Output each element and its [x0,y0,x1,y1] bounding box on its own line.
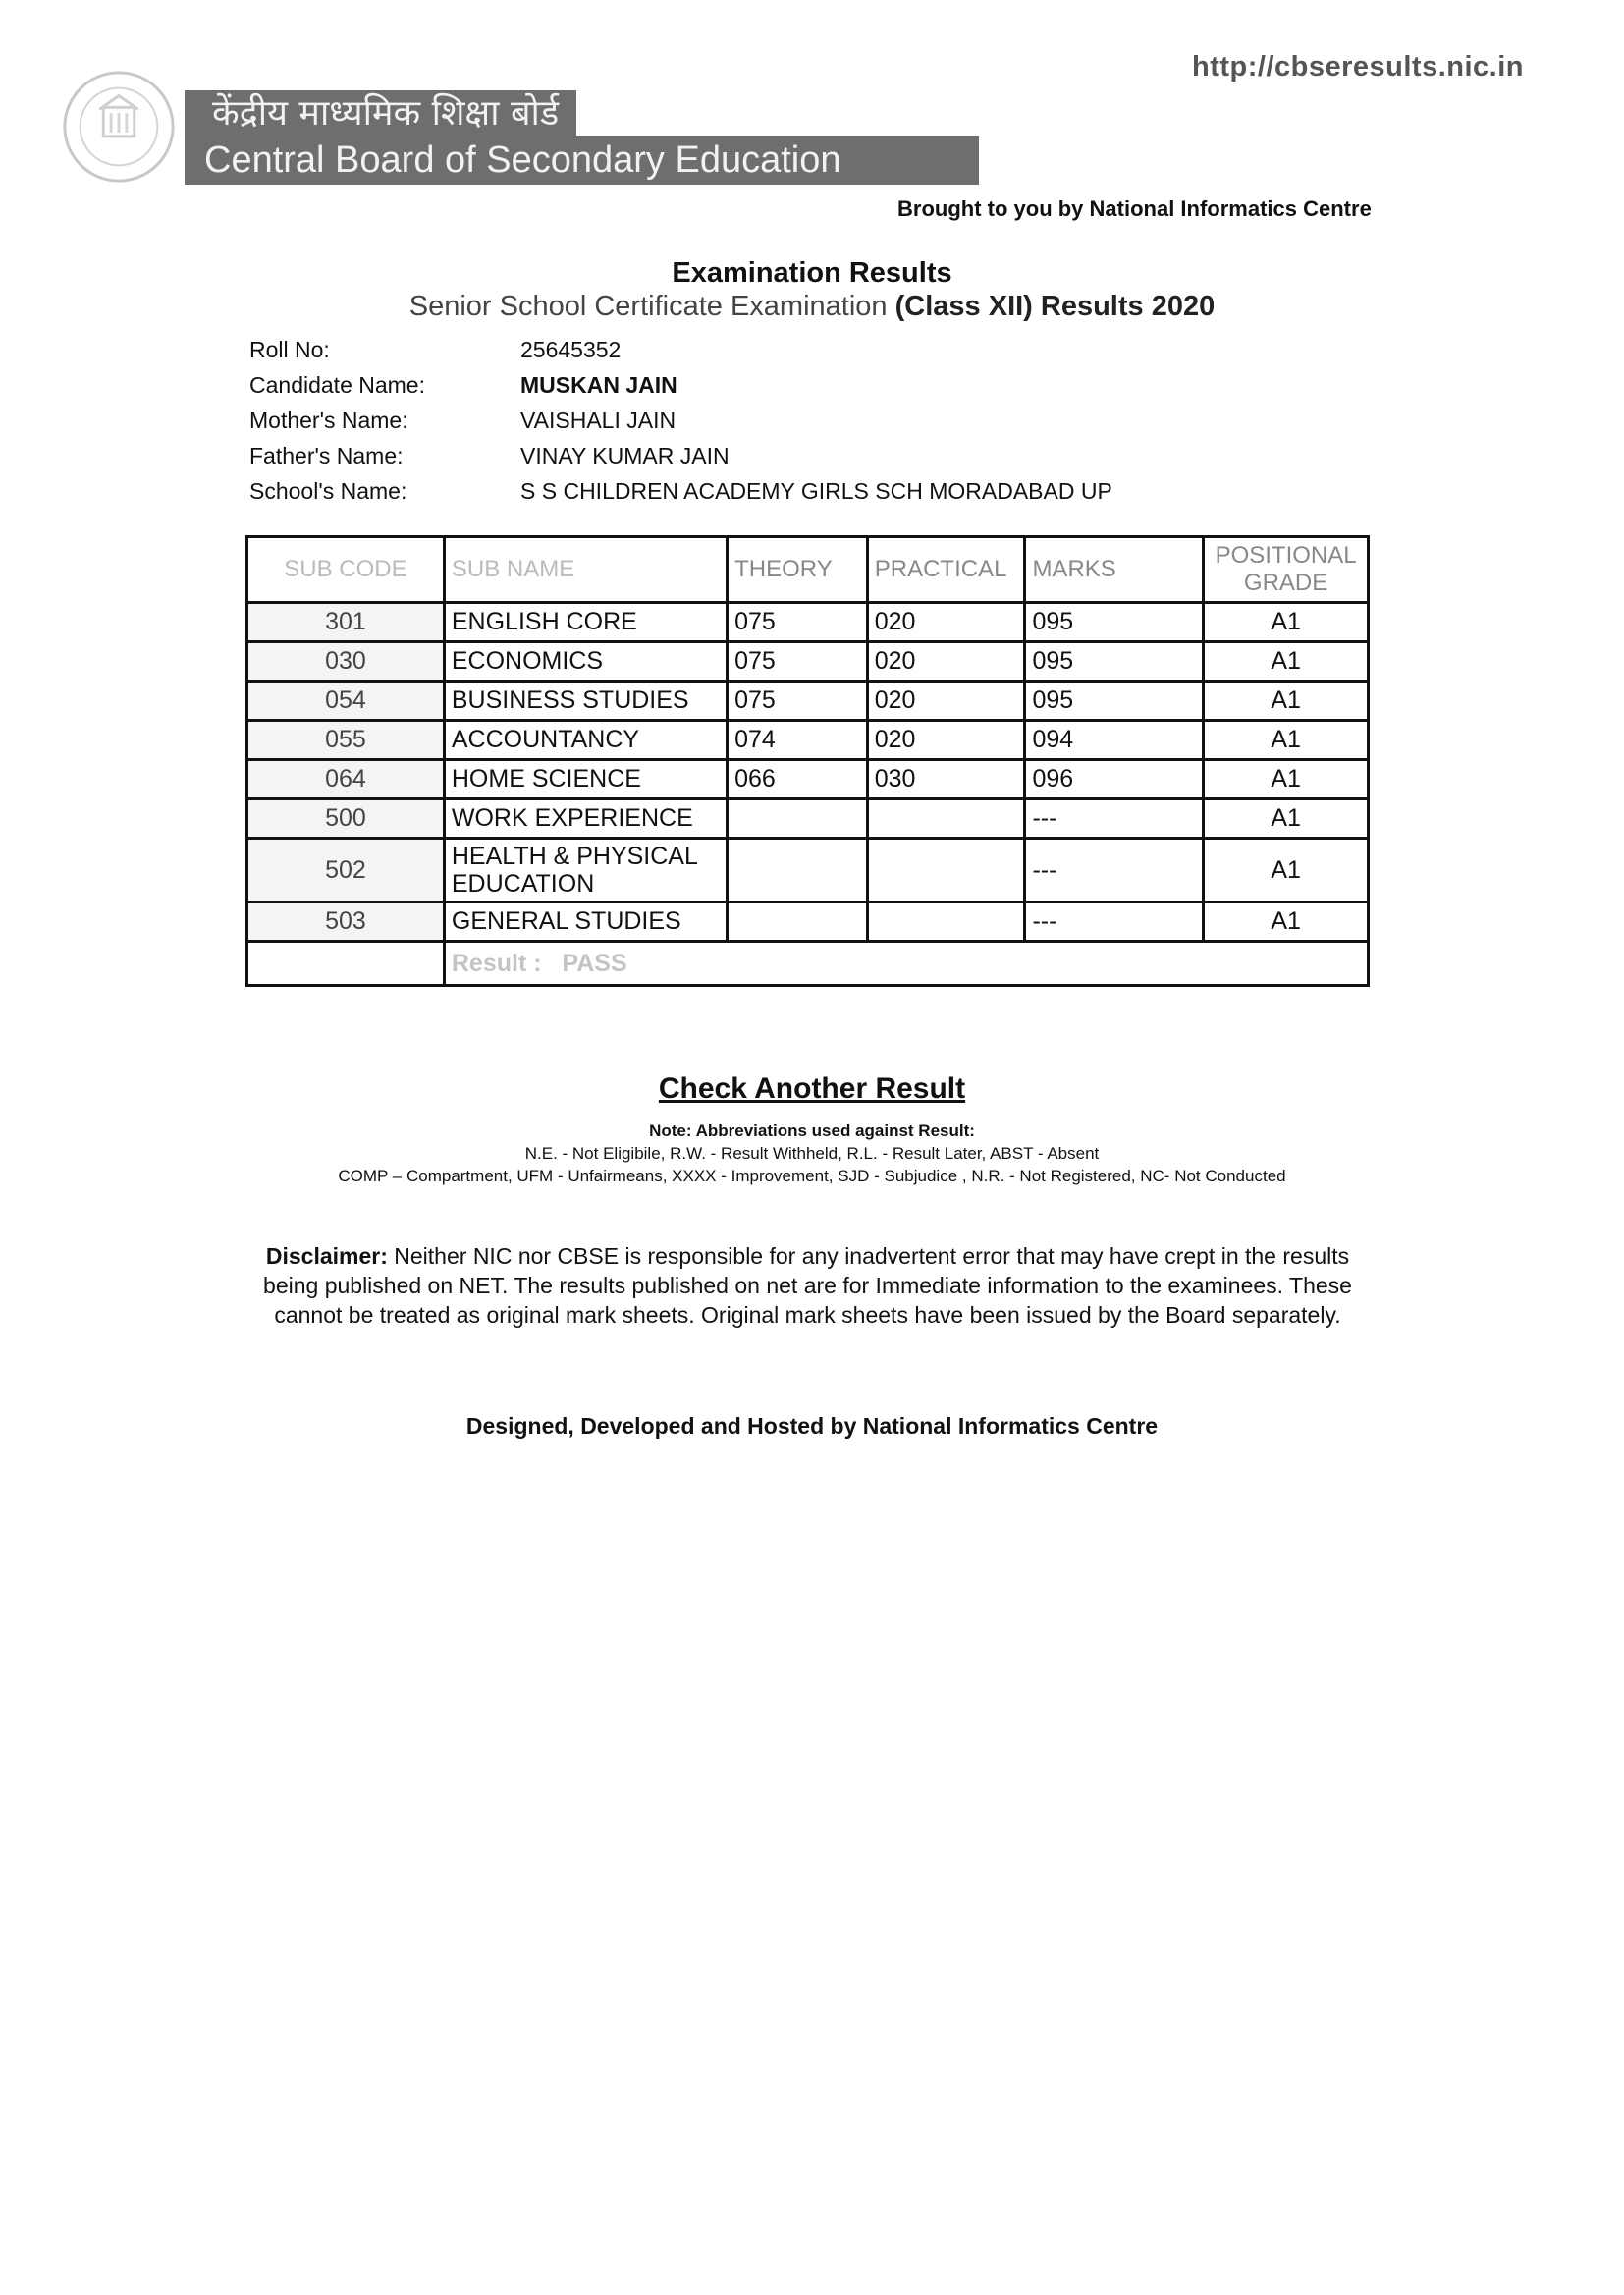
table-row [247,902,1369,942]
theory-cell: 075 [728,682,868,721]
board-title-english: Central Board of Secondary Education [185,136,979,185]
board-title-hindi: केंद्रीय माध्यमिक शिक्षा बोर्ड [185,90,576,136]
practical-cell: 020 [867,682,1025,721]
disclaimer-text: Neither NIC nor CBSE is responsible for any inadvertent error that may have crept in the results being published on NET. The results published on net are for Immediate information to the examinees. These cannot be treated as original mark sheets. Original mark sheets have been issued by the Board separately. [263,1243,1352,1328]
exam-subtitle [0,291,1624,323]
marks-cell: --- [1025,799,1204,839]
practical-cell [867,839,1025,902]
table-row [247,839,1369,902]
result-cell [444,942,1368,986]
roll-no-value: 25645352 [520,337,622,362]
marks-cell: 096 [1025,760,1204,799]
result-value: PASS [562,949,627,977]
roll-no-label: Roll No: [249,337,330,362]
result-row [247,942,1369,986]
sub-name-cell: WORK EXPERIENCE [444,799,727,839]
theory-cell [728,839,868,902]
grade-cell: A1 [1204,839,1369,902]
sub-name-cell: ECONOMICS [444,642,727,682]
marks-cell: --- [1025,902,1204,942]
results-table [245,535,1370,987]
school-name-label: School's Name: [249,478,407,504]
sub-name-cell: HOME SCIENCE [444,760,727,799]
header-theory: THEORY [728,537,868,603]
mother-name-label: Mother's Name: [249,408,408,433]
father-name-label: Father's Name: [249,443,404,468]
note-line-1: N.E. - Not Eligibile, R.W. - Result Withheld, R.L. - Result Later, ABST - Absent [524,1144,1100,1163]
marks-cell: 095 [1025,682,1204,721]
practical-cell [867,902,1025,942]
grade-cell: A1 [1204,682,1369,721]
table-row [247,642,1369,682]
sub-name-cell: GENERAL STUDIES [444,902,727,942]
practical-cell: 020 [867,603,1025,642]
note-line-2: COMP – Compartment, UFM - Unfairmeans, XXXX - Improvement, SJD - Subjudice , N.R. - Not Registered, NC- Not Conducted [338,1167,1286,1185]
grade-cell: A1 [1204,642,1369,682]
note-title: Note: Abbreviations used against Result: [649,1121,975,1140]
practical-cell: 020 [867,642,1025,682]
result-label: Result : [451,949,542,977]
brought-by-text: Brought to you by National Informatics Centre [897,196,1372,221]
practical-cell [867,799,1025,839]
sub-name-cell: ACCOUNTANCY [444,721,727,760]
sub-code-cell: 503 [247,902,445,942]
grade-cell: A1 [1204,799,1369,839]
candidate-name-label: Candidate Name: [249,372,425,398]
theory-cell [728,799,868,839]
marks-cell: 095 [1025,642,1204,682]
marks-cell: 095 [1025,603,1204,642]
table-row [247,799,1369,839]
sub-code-cell: 054 [247,682,445,721]
theory-cell: 074 [728,721,868,760]
practical-cell: 020 [867,721,1025,760]
grade-cell: A1 [1204,603,1369,642]
sub-code-cell: 500 [247,799,445,839]
header-practical: PRACTICAL [867,537,1025,603]
theory-cell: 075 [728,642,868,682]
theory-cell: 075 [728,603,868,642]
check-another-result-link[interactable]: Check Another Result [658,1072,966,1105]
sub-code-cell: 502 [247,839,445,902]
disclaimer [245,1241,1370,1330]
grade-cell: A1 [1204,721,1369,760]
table-row [247,721,1369,760]
sub-code-cell: 055 [247,721,445,760]
header-sub-name: SUB NAME [444,537,727,603]
site-url[interactable]: http://cbseresults.nic.in [1192,51,1524,82]
theory-cell [728,902,868,942]
sub-name-cell: BUSINESS STUDIES [444,682,727,721]
marks-cell: 094 [1025,721,1204,760]
practical-cell: 030 [867,760,1025,799]
sub-code-cell: 301 [247,603,445,642]
table-row [247,603,1369,642]
cbse-emblem-icon [61,69,177,185]
father-name-value: VINAY KUMAR JAIN [520,443,730,468]
school-name-value: S S CHILDREN ACADEMY GIRLS SCH MORADABAD UP [520,478,1112,504]
cbse-banner [185,90,979,185]
header-grade-line2: GRADE [1243,570,1328,596]
sub-code-cell: 064 [247,760,445,799]
exam-subtitle-prefix: Senior School Certificate Examination [408,291,888,322]
disclaimer-label: Disclaimer: [265,1243,388,1269]
sub-code-cell: 030 [247,642,445,682]
mother-name-value: VAISHALI JAIN [520,408,677,433]
theory-cell: 066 [728,760,868,799]
exam-title: Examination Results [672,257,952,289]
header-sub-code: SUB CODE [247,537,445,603]
table-row [247,682,1369,721]
header-positional-grade [1204,537,1369,603]
footer-credit: Designed, Developed and Hosted by National Informatics Centre [465,1413,1159,1439]
candidate-name-value: MUSKAN JAIN [520,372,677,398]
table-row [247,760,1369,799]
header-grade-line1: POSITIONAL [1215,542,1357,569]
sub-name-cell: ENGLISH CORE [444,603,727,642]
result-empty-cell [247,942,445,986]
exam-subtitle-suffix: (Class XII) Results 2020 [894,291,1216,322]
grade-cell: A1 [1204,760,1369,799]
sub-name-cell: HEALTH & PHYSICAL EDUCATION [444,839,727,902]
table-header-row [247,537,1369,603]
grade-cell: A1 [1204,902,1369,942]
header-marks: MARKS [1025,537,1204,603]
marks-cell: --- [1025,839,1204,902]
